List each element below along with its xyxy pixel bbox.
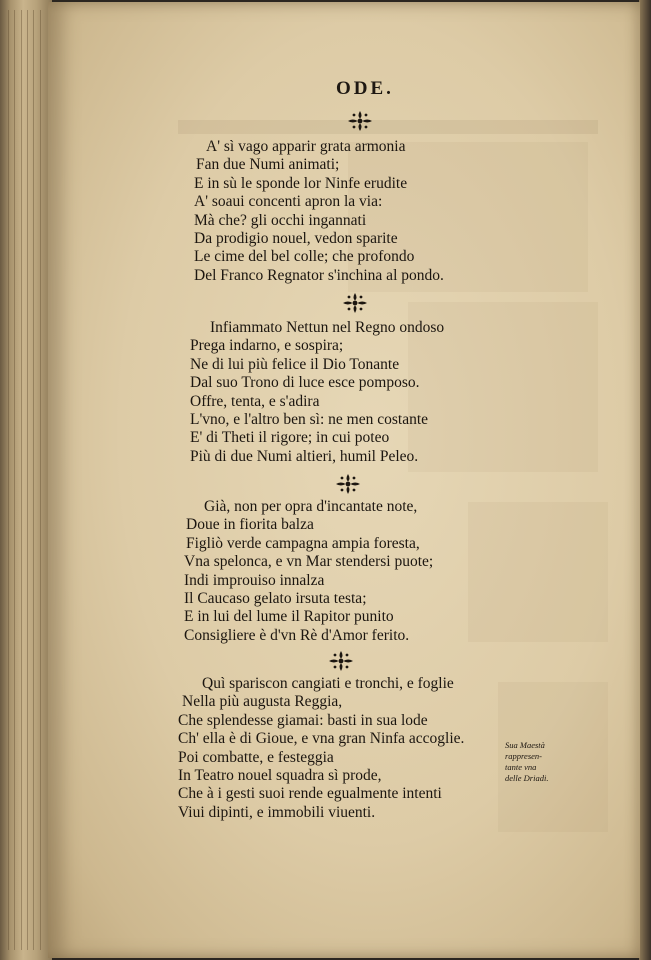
verse-line: Ne di lui più felice il Dio Tonante xyxy=(190,355,400,373)
fleuron-icon xyxy=(327,650,355,672)
verse-line: A' soaui concenti apron la via: xyxy=(194,193,383,211)
fleuron-icon xyxy=(334,473,362,495)
bleed-through-block xyxy=(468,502,608,642)
book-page-edges xyxy=(0,0,52,960)
verse-line: E in lui del lume il Rapitor punito xyxy=(184,608,394,626)
verse-line: Il Caucaso gelato irsuta testa; xyxy=(184,590,367,608)
verse-line: Consigliere è d'vn Rè d'Amor ferito. xyxy=(184,626,410,644)
verse-line: Che à i gesti suoi rende egualmente intenti xyxy=(178,785,442,803)
verse-line: Le cime del bel colle; che profondo xyxy=(194,248,415,266)
verse-line: Doue in fiorita balza xyxy=(186,516,314,534)
verse-line: Nella più augusta Reggia, xyxy=(182,693,343,711)
verse-line: Poi combatte, e festeggia xyxy=(178,748,334,766)
verse-line: Fan due Numi animati; xyxy=(196,156,340,174)
margin-note-line: rappresen- xyxy=(505,751,542,761)
fleuron-icon xyxy=(346,110,374,132)
verse-line: Ch' ella è di Gioue, e vna gran Ninfa accoglie. xyxy=(178,730,465,748)
margin-note-line: tante vna xyxy=(505,762,537,772)
verse-line: Infiammato Nettun nel Regno ondoso xyxy=(210,319,445,336)
margin-note-line: delle Driadi. xyxy=(505,773,549,783)
verse-line: Indi improuiso innalza xyxy=(184,571,325,589)
verse-line: Vna spelonca, e vn Mar stendersi puote; xyxy=(184,553,434,571)
verse-line: In Teatro nouel squadra sì prode, xyxy=(178,767,382,785)
verse-line: Del Franco Regnator s'inchina al pondo. xyxy=(194,266,444,284)
verse-line: Offre, tenta, e s'adira xyxy=(190,392,320,410)
verse-line: Dal suo Trono di luce esce pomposo. xyxy=(190,374,420,392)
verse-line: Quì spariscon cangiati e tronchi, e foglie xyxy=(202,675,454,692)
verse-line: Prega indarno, e sospira; xyxy=(190,337,344,355)
verse-line: Figliò verde campagna ampia foresta, xyxy=(186,534,420,552)
page-header: ODE. xyxy=(336,78,394,99)
verse-line: Mà che? gli occhi ingannati xyxy=(194,211,367,229)
verse-line: Più di due Numi altieri, humil Peleo. xyxy=(190,447,419,465)
fleuron-icon xyxy=(341,292,369,314)
stanza-1 xyxy=(190,138,444,285)
verse-line: A' sì vago apparir grata armonia xyxy=(206,138,406,155)
verse-line: L'vno, e l'altro ben sì: ne men costante xyxy=(190,411,429,429)
margin-note-line: Sua Maestà xyxy=(505,740,545,750)
stanza-4 xyxy=(176,675,464,822)
stanza-2 xyxy=(190,319,444,466)
verse-line: Viui dipinti, e immobili viuenti. xyxy=(178,803,376,821)
verse-line: E' di Theti il rigore; in cui poteo xyxy=(190,429,390,447)
verse-line: E in sù le sponde lor Ninfe erudite xyxy=(194,174,408,192)
verse-line: Che splendesse giamai: basti in sua lode xyxy=(178,711,428,729)
book-right-edge xyxy=(639,0,651,960)
stanza-3 xyxy=(184,498,433,645)
verse-line: Già, non per opra d'incantate note, xyxy=(204,498,418,515)
margin-note xyxy=(505,740,548,784)
verse-line: Da prodigio nouel, vedon sparite xyxy=(194,230,398,248)
bleed-through-band xyxy=(178,120,598,134)
